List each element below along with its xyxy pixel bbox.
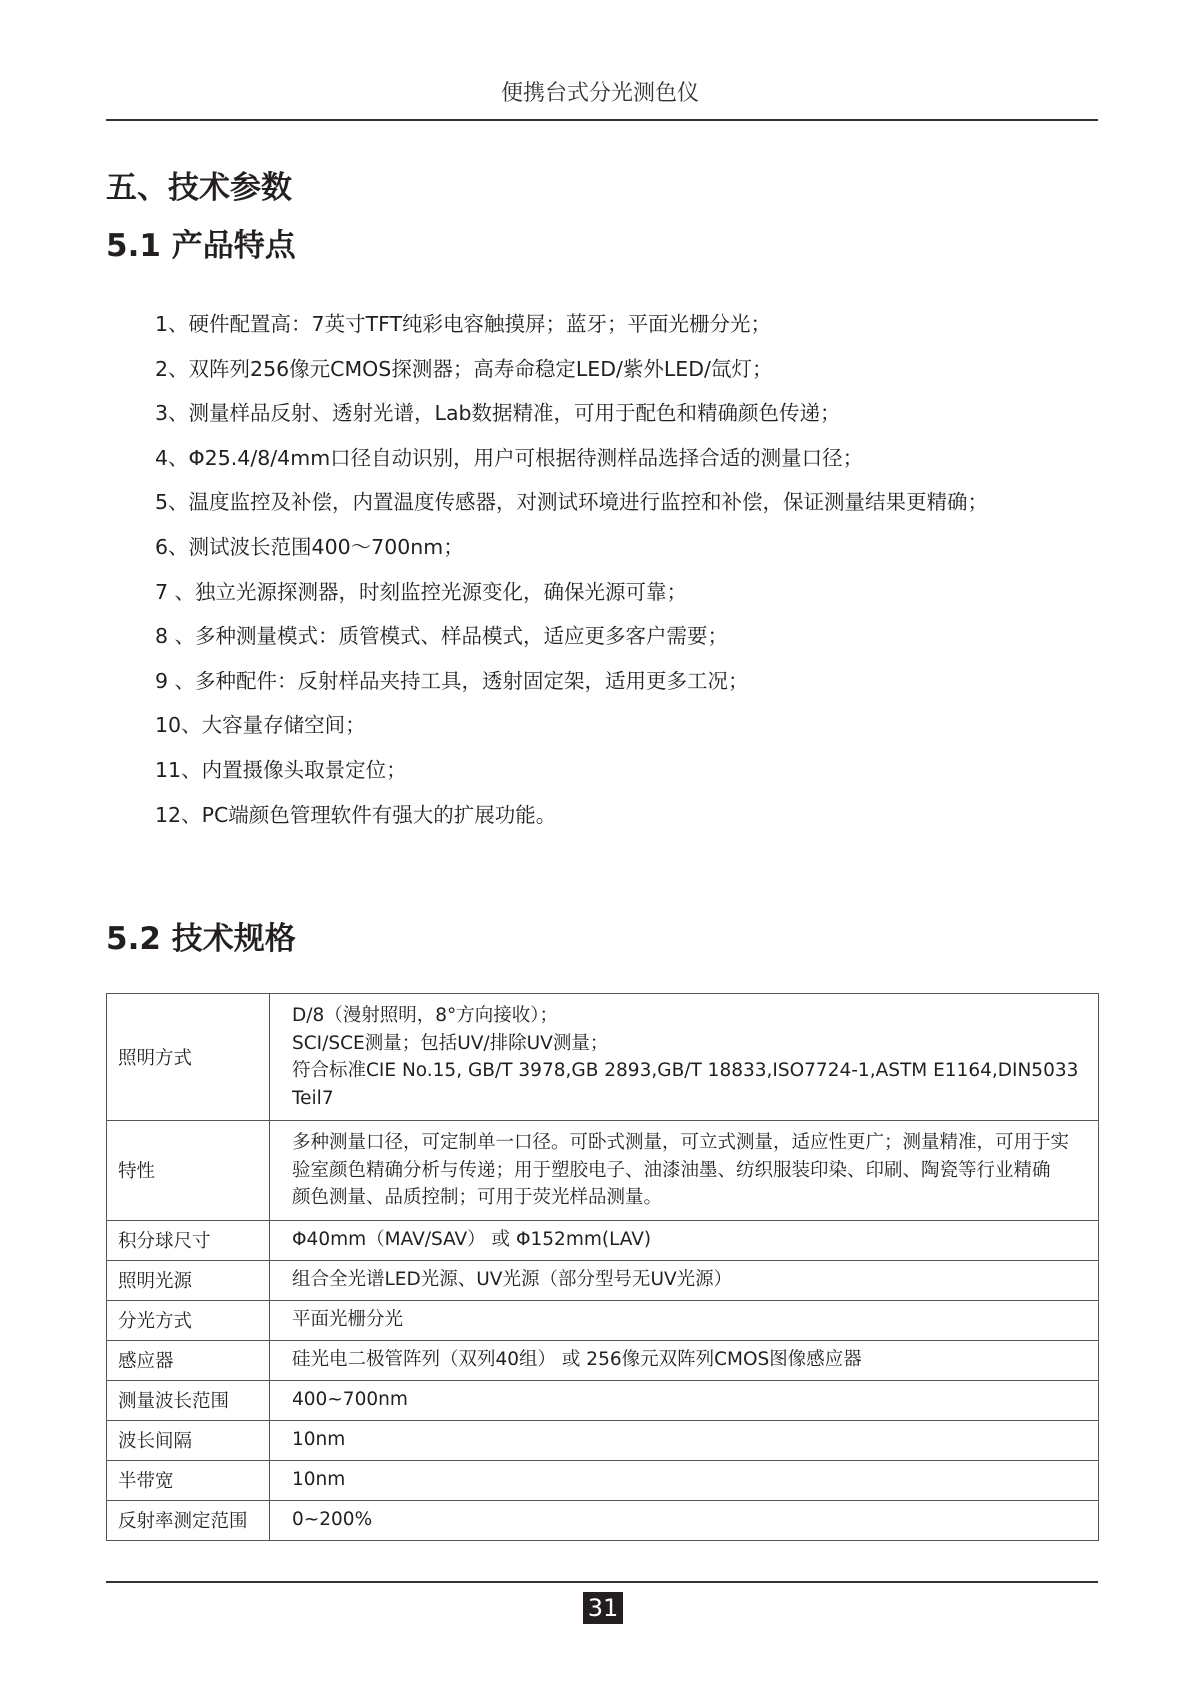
spec-key: 分光方式	[107, 1300, 270, 1340]
spec-key: 特性	[107, 1121, 270, 1221]
features-title: 5.1 产品特点	[106, 228, 296, 264]
feature-item: 9 、多种配件：反射样品夹持工具，透射固定架，适用更多工况；	[155, 668, 749, 693]
table-row	[107, 1380, 1099, 1420]
feature-item: 2、双阵列256像元CMOS探测器；高寿命稳定LED/紫外LED/氙灯；	[155, 356, 773, 381]
spec-value: 10nm	[270, 1420, 1099, 1460]
spec-value: 平面光栅分光	[270, 1300, 1099, 1340]
table-row	[107, 1220, 1099, 1260]
spec-value-line: 多种测量口径，可定制单一口径。可卧式测量，可立式测量，适应性更广；测量精准，可用于实	[292, 1132, 1070, 1153]
spec-value: 10nm	[270, 1460, 1099, 1500]
spec-value: Φ40mm（MAV/SAV） 或 Φ152mm(LAV)	[270, 1220, 1099, 1260]
table-row	[107, 1260, 1099, 1300]
spec-key: 积分球尺寸	[107, 1220, 270, 1260]
table-row	[107, 1340, 1099, 1380]
table-row	[107, 1300, 1099, 1340]
spec-key: 反射率测定范围	[107, 1500, 270, 1540]
spec-key: 波长间隔	[107, 1420, 270, 1460]
table-row	[107, 1460, 1099, 1500]
feature-item: 7 、独立光源探测器，时刻监控光源变化，确保光源可靠；	[155, 579, 688, 604]
feature-item: 4、Φ25.4/8/4mm口径自动识别，用户可根据待测样品选择合适的测量口径；	[155, 445, 864, 470]
table-row	[107, 1121, 1099, 1221]
spec-value-line: 验室颜色精确分析与传递；用于塑胶电子、油漆油墨、纺织服装印染、印刷、陶瓷等行业精确	[292, 1159, 1051, 1181]
spec-value: 400~700nm	[270, 1380, 1099, 1420]
specs-table	[106, 993, 1099, 1541]
spec-key: 测量波长范围	[107, 1380, 270, 1420]
spec-key: 感应器	[107, 1340, 270, 1380]
feature-item: 12、PC端颜色管理软件有强大的扩展功能。	[155, 802, 557, 827]
spec-value: 硅光电二极管阵列（双列40组） 或 256像元双阵列CMOS图像感应器	[270, 1340, 1099, 1380]
spec-value: 0~200%	[270, 1500, 1099, 1540]
spec-value-line: 符合标准CIE No.15, GB/T 3978,GB 2893,GB/T 18833,ISO7724-1,ASTM E1164,DIN5033 Teil7	[292, 1060, 1079, 1109]
page-number: 31	[583, 1592, 623, 1624]
header-divider	[106, 119, 1098, 121]
feature-item: 10、大容量存储空间；	[155, 713, 366, 738]
feature-item: 1、硬件配置高：7英寸TFT纯彩电容触摸屏；蓝牙；平面光栅分光；	[155, 312, 772, 336]
spec-value-line: D/8（漫射照明，8°方向接收）；	[292, 1005, 559, 1026]
spec-key: 半带宽	[107, 1460, 270, 1500]
page-header: 便携台式分光测色仪	[500, 81, 699, 106]
specs-title: 5.2 技术规格	[106, 921, 296, 957]
table-row	[107, 994, 1099, 1121]
table-row	[107, 1500, 1099, 1540]
table-row	[107, 1420, 1099, 1460]
feature-item: 11、内置摄像头取景定位；	[155, 757, 407, 782]
spec-value	[270, 1121, 1099, 1221]
feature-item: 5、温度监控及补偿，内置温度传感器，对测试环境进行监控和补偿，保证测量结果更精确；	[155, 490, 989, 515]
spec-key: 照明光源	[107, 1260, 270, 1300]
section-title: 五、技术参数	[106, 170, 292, 206]
spec-value-line: 颜色测量、品质控制；可用于荧光样品测量。	[292, 1187, 663, 1208]
spec-value	[270, 994, 1099, 1121]
footer-divider	[106, 1581, 1098, 1583]
spec-value: 组合全光谱LED光源、UV光源（部分型号无UV光源）	[270, 1260, 1099, 1300]
feature-item: 8 、多种测量模式：质管模式、样品模式，适应更多客户需要；	[155, 624, 729, 649]
feature-item: 3、测量样品反射、透射光谱，Lab数据精准，可用于配色和精确颜色传递；	[155, 401, 841, 426]
feature-item: 6、测试波长范围400～700nm；	[155, 534, 464, 559]
spec-key: 照明方式	[107, 994, 270, 1121]
features-list	[155, 302, 988, 837]
spec-value-line: SCI/SCE测量；包括UV/排除UV测量；	[292, 1032, 609, 1054]
